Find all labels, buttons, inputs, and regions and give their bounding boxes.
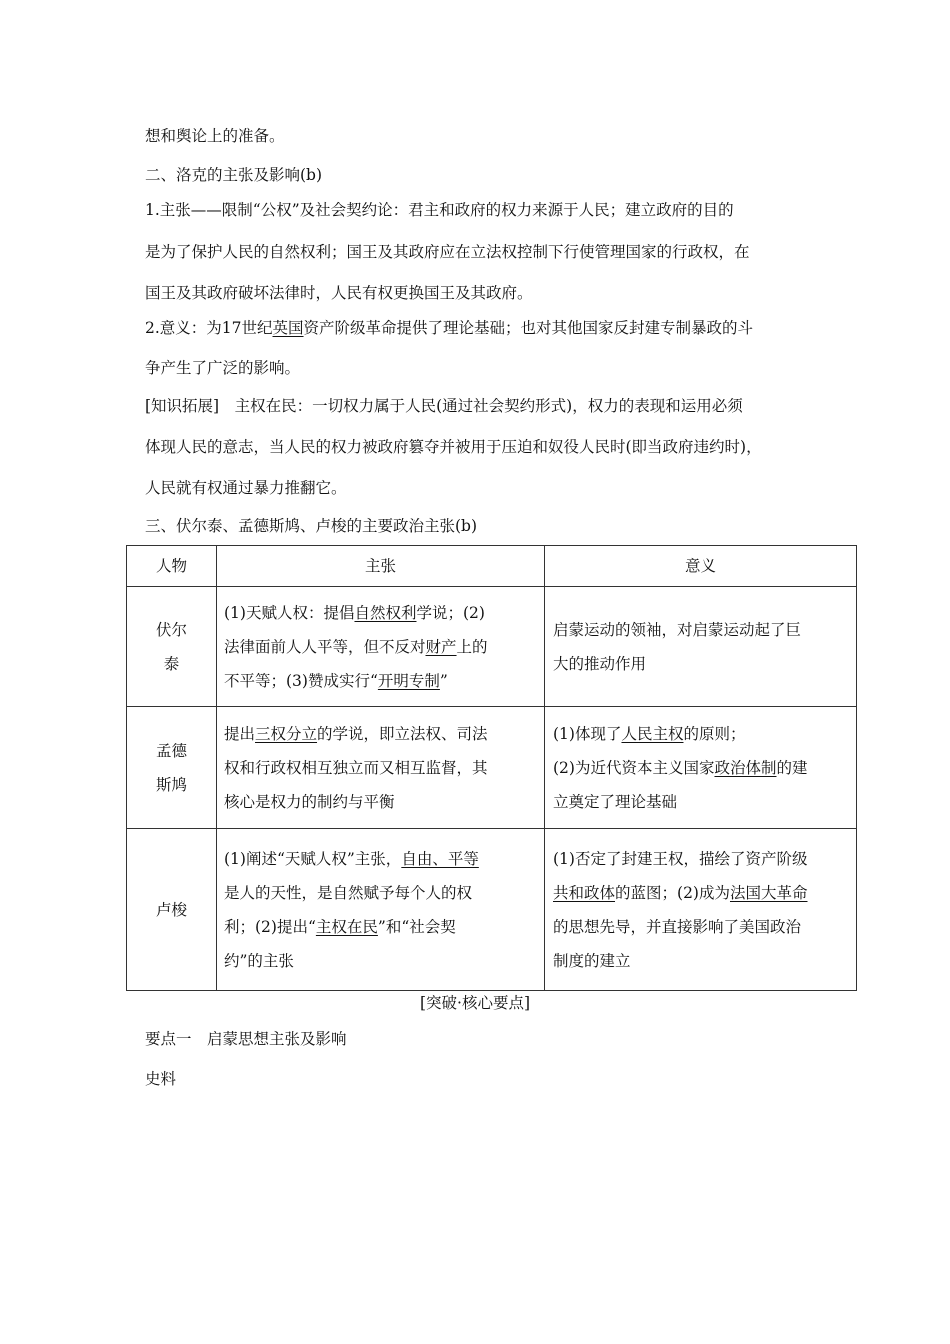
source-label: 史料 [145, 1070, 177, 1088]
underlined-term: 人民主权 [621, 724, 684, 743]
text-line: 三、伏尔泰、孟德斯鸠、卢梭的主要政治主张(b) [145, 517, 478, 535]
text-line: 争产生了广泛的影响。 [145, 359, 301, 377]
claim-cell: 提出三权分立的学说，即立法权、司法 权和行政权相互独立而又相互监督，其 核心是权力的制约与平衡 [217, 707, 545, 829]
meaning-cell: (1)否定了封建王权，描绘了资产阶级 共和政体的蓝图；(2)成为法国大革命 的思想先导，并直接影响了美国政治 制度的建立 [545, 829, 857, 991]
person-cell: 孟德 斯鸠 [127, 707, 217, 829]
person-cell: 伏尔 泰 [127, 587, 217, 707]
thinkers-table [126, 545, 857, 991]
underlined-term: 财产 [425, 637, 457, 656]
underlined-term: 三权分立 [255, 724, 318, 743]
claim-cell: (1)天赋人权：提倡自然权利学说；(2) 法律面前人人平等，但不反对财产上的 不平等；(3)赞成实行“开明专制” [217, 587, 545, 707]
person-cell: 卢梭 [127, 829, 217, 991]
table-row [127, 707, 857, 829]
header-person: 人物 [127, 546, 217, 587]
table-row [127, 829, 857, 991]
underlined-term: 英国 [272, 319, 304, 337]
underlined-term: 法国大革命 [729, 883, 808, 902]
table-header-row [127, 546, 857, 587]
underlined-term: 共和政体 [553, 883, 616, 902]
text-line: 是为了保护人民的自然权利；国王及其政府应在立法权控制下行使管理国家的行政权，在 [145, 243, 750, 261]
text-line: 体现人民的意志，当人民的权力被政府篡夺并被用于压迫和奴役人民时(即当政府违约时)， [145, 438, 762, 456]
underlined-term: 自由、平等 [401, 849, 479, 868]
text-line: 1.主张——限制“公权”及社会契约论：君主和政府的权力来源于人民；建立政府的目的 [145, 201, 734, 219]
underlined-term: 自然权利 [354, 603, 417, 622]
section-heading: [突破·核心要点] [419, 994, 531, 1012]
underlined-term: 政治体制 [714, 758, 777, 777]
text-line: 想和舆论上的准备。 [145, 127, 285, 145]
text-line: 二、洛克的主张及影响(b) [145, 166, 323, 184]
header-meaning: 意义 [545, 546, 857, 587]
text-line: 人民就有权通过暴力推翻它。 [145, 479, 347, 497]
meaning-cell: 启蒙运动的领袖，对启蒙运动起了巨 大的推动作用 [545, 587, 857, 707]
text-line: 国王及其政府破坏法律时，人民有权更换国王及其政府。 [145, 284, 533, 302]
table-row [127, 587, 857, 707]
text-line: 2.意义：为17世纪英国资产阶级革命提供了理论基础；也对其他国家反封建专制暴政的斗 [145, 319, 754, 337]
text-line: [知识拓展] 主权在民：一切权力属于人民(通过社会契约形式)，权力的表现和运用必须 [145, 397, 743, 415]
point-heading: 要点一 启蒙思想主张及影响 [145, 1030, 347, 1048]
underlined-term: 主权在民 [315, 917, 378, 936]
underlined-term: 开明专制 [377, 671, 440, 690]
claim-cell: (1)阐述“天赋人权”主张，自由、平等 是人的天性，是自然赋予每个人的权 利；(2)提出“主权在民”和“社会契 约”的主张 [217, 829, 545, 991]
header-claim: 主张 [217, 546, 545, 587]
meaning-cell: (1)体现了人民主权的原则； (2)为近代资本主义国家政治体制的建 立奠定了理论基础 [545, 707, 857, 829]
